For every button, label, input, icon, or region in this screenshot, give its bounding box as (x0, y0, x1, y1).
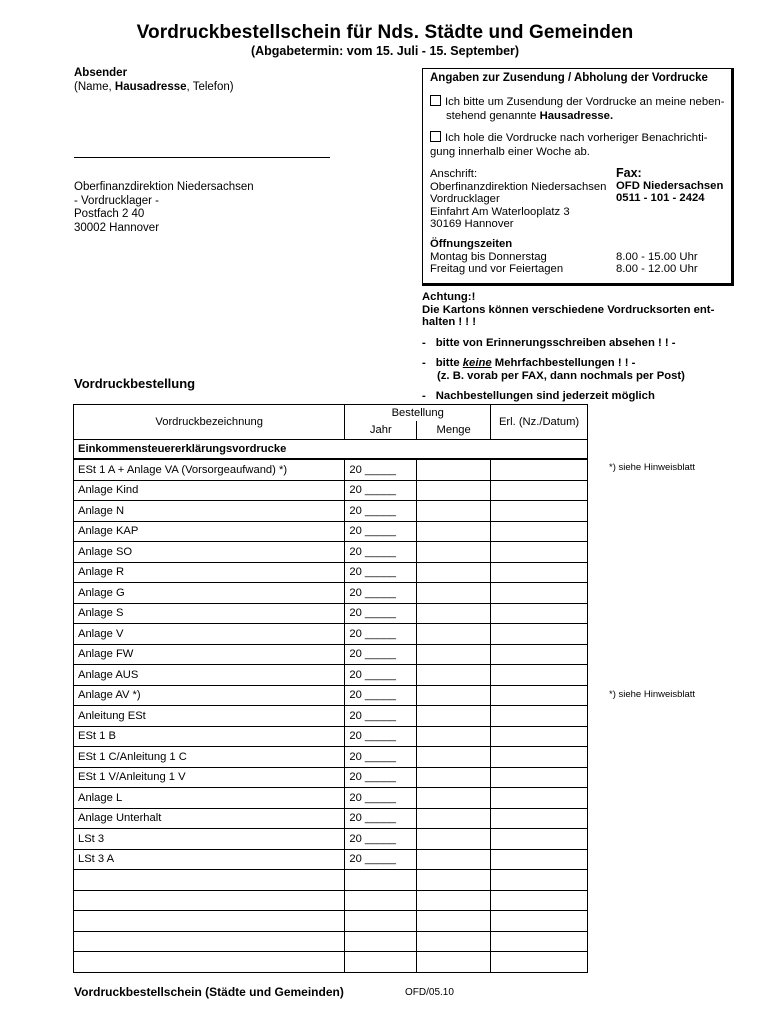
order-section-title: Vordruckbestellung (74, 376, 196, 391)
col-header-order: Bestellung (345, 405, 491, 422)
quantity-cell[interactable] (417, 931, 491, 952)
form-name-cell: Anlage SO (74, 542, 345, 563)
attention-bullet: Mehrfachbestellungen ! ! - (491, 357, 636, 369)
recipient-line: 30002 Hannover (74, 221, 160, 234)
done-cell[interactable] (491, 603, 588, 624)
form-name-cell[interactable] (74, 890, 345, 911)
bullet-dash: - (422, 357, 426, 369)
form-name-cell: Anlage R (74, 562, 345, 583)
sender-label: Absender (74, 67, 128, 79)
attention-bullet: Nachbestellungen sind jederzeit möglich (435, 390, 655, 402)
quantity-cell[interactable] (417, 890, 491, 911)
done-cell[interactable] (491, 665, 588, 686)
table-row (74, 603, 588, 624)
year-cell[interactable]: 20 _____ (345, 726, 417, 747)
year-cell[interactable]: 20 _____ (345, 562, 417, 583)
table-row (74, 685, 588, 706)
year-cell[interactable]: 20 _____ (345, 665, 417, 686)
table-row (74, 562, 588, 583)
quantity-cell[interactable] (417, 788, 491, 809)
year-cell[interactable] (345, 931, 417, 952)
year-cell[interactable]: 20 _____ (345, 603, 417, 624)
footer-title: Vordruckbestellschein (Städte und Gemeinden) (74, 985, 344, 999)
form-name-cell: ESt 1 V/Anleitung 1 V (74, 767, 345, 788)
fax-block (616, 167, 723, 205)
quantity-cell[interactable] (417, 767, 491, 788)
done-cell[interactable] (491, 849, 588, 870)
done-cell[interactable] (491, 459, 588, 480)
table-row (74, 624, 588, 645)
year-cell[interactable] (345, 890, 417, 911)
form-name-cell: LSt 3 (74, 829, 345, 850)
quantity-cell[interactable] (417, 685, 491, 706)
form-name-cell: ESt 1 C/Anleitung 1 C (74, 747, 345, 768)
group-label: Einkommensteuererklärungsvordrucke (74, 440, 588, 460)
quantity-cell[interactable] (417, 665, 491, 686)
empty-row (74, 870, 588, 891)
recipient-address (74, 181, 254, 235)
address-line: Vordrucklager (430, 193, 500, 205)
recipient-line: Oberfinanzdirektion Niedersachsen (74, 181, 254, 193)
done-cell[interactable] (491, 767, 588, 788)
quantity-cell[interactable] (417, 808, 491, 829)
table-row (74, 644, 588, 665)
done-cell[interactable] (491, 562, 588, 583)
table-row (74, 788, 588, 809)
year-cell[interactable]: 20 _____ (345, 501, 417, 522)
done-cell[interactable] (491, 952, 588, 973)
form-name-cell[interactable] (74, 911, 345, 932)
year-cell[interactable] (345, 952, 417, 973)
done-cell[interactable] (491, 706, 588, 727)
option-mail-text: Ich bitte um Zusendung der Vordrucke an meine neben- (445, 96, 725, 108)
order-table (73, 404, 588, 973)
form-name-cell: Anlage AV *) (74, 685, 345, 706)
quantity-cell[interactable] (417, 542, 491, 563)
empty-row (74, 911, 588, 932)
attention-subnote: (z. B. vorab per FAX, dann nochmals per Post) (437, 369, 685, 382)
empty-row (74, 931, 588, 952)
done-cell[interactable] (491, 870, 588, 891)
table-row (74, 726, 588, 747)
sender-block (74, 66, 234, 94)
quantity-cell[interactable] (417, 849, 491, 870)
table-row (74, 767, 588, 788)
address-label: Anschrift: (430, 168, 478, 180)
quantity-cell[interactable] (417, 726, 491, 747)
done-cell[interactable] (491, 685, 588, 706)
form-name-cell: Anlage S (74, 603, 345, 624)
form-name-cell[interactable] (74, 870, 345, 891)
year-cell[interactable]: 20 _____ (345, 521, 417, 542)
year-cell[interactable] (345, 870, 417, 891)
col-header-name: Vordruckbezeichnung (74, 405, 345, 440)
form-name-cell: Anlage Unterhalt (74, 808, 345, 829)
table-row (74, 521, 588, 542)
done-cell[interactable] (491, 931, 588, 952)
attention-bullet: bitte (435, 357, 463, 369)
quantity-cell[interactable] (417, 603, 491, 624)
table-row (74, 542, 588, 563)
option-mail-bold: Hausadresse. (539, 110, 614, 122)
year-cell[interactable]: 20 _____ (345, 542, 417, 563)
quantity-cell[interactable] (417, 480, 491, 501)
done-cell[interactable] (491, 542, 588, 563)
done-cell[interactable] (491, 911, 588, 932)
form-name-cell: ESt 1 A + Anlage VA (Vorsorgeaufwand) *) (74, 459, 345, 480)
address-line: 30169 Hannover (430, 218, 514, 230)
year-cell[interactable]: 20 _____ (345, 706, 417, 727)
done-cell[interactable] (491, 808, 588, 829)
table-row (74, 459, 588, 480)
done-cell[interactable] (491, 624, 588, 645)
table-row (74, 480, 588, 501)
form-name-cell: Anlage Kind (74, 480, 345, 501)
table-row (74, 583, 588, 604)
done-cell[interactable] (491, 788, 588, 809)
recipient-line: - Vordrucklager - (74, 194, 160, 207)
fax-label: Fax: (616, 166, 642, 180)
form-name-cell: Anlage KAP (74, 521, 345, 542)
form-name-cell: Anlage G (74, 583, 345, 604)
form-name-cell: LSt 3 A (74, 849, 345, 870)
year-cell[interactable]: 20 _____ (345, 644, 417, 665)
bullet-dash: - (422, 336, 426, 349)
year-cell[interactable]: 20 _____ (345, 808, 417, 829)
checkbox-pickup[interactable] (430, 131, 441, 142)
done-cell[interactable] (491, 583, 588, 604)
delivery-address (430, 168, 606, 231)
quantity-cell[interactable] (417, 459, 491, 480)
year-cell[interactable]: 20 _____ (345, 685, 417, 706)
form-name-cell: Anleitung ESt (74, 706, 345, 727)
form-code: OFD/05.10 (405, 987, 454, 998)
table-row (74, 501, 588, 522)
year-cell[interactable] (345, 911, 417, 932)
form-name-cell: Anlage V (74, 624, 345, 645)
hours-days: Montag bis Donnerstag (430, 250, 547, 263)
row-footnote: *) siehe Hinweisblatt (609, 462, 696, 473)
option-mail-text2: stehend genannte (446, 110, 540, 122)
option-pickup-text: Ich hole die Vordrucke nach vorheriger Benachrichti- (445, 132, 708, 144)
hours-time: 8.00 - 12.00 Uhr (616, 263, 698, 275)
option-pickup-text2: gung innerhalb einer Woche ab. (430, 146, 590, 158)
attention-text: halten ! ! ! (422, 316, 476, 328)
checkbox-mail[interactable] (430, 95, 441, 106)
done-cell[interactable] (491, 644, 588, 665)
quantity-cell[interactable] (417, 583, 491, 604)
delivery-option-pickup[interactable] (430, 131, 730, 159)
done-cell[interactable] (491, 726, 588, 747)
page-title: Vordruckbestellschein für Nds. Städte und Gemeinden (136, 22, 634, 43)
recipient-line: Postfach 2 40 (74, 208, 145, 220)
done-cell[interactable] (491, 829, 588, 850)
form-name-cell: Anlage FW (74, 644, 345, 665)
fax-number: 0511 - 101 - 2424 (616, 192, 705, 204)
quantity-cell[interactable] (417, 952, 491, 973)
delivery-box-title: Angaben zur Zusendung / Abholung der Vordrucke (430, 72, 708, 84)
quantity-cell[interactable] (417, 747, 491, 768)
table-row (74, 665, 588, 686)
delivery-option-mail[interactable] (430, 95, 730, 123)
attention-notice (422, 291, 742, 403)
table-row (74, 829, 588, 850)
table-row (74, 747, 588, 768)
table-row (74, 706, 588, 727)
done-cell[interactable] (491, 480, 588, 501)
table-row (74, 808, 588, 829)
form-name-cell: Anlage L (74, 788, 345, 809)
opening-hours (430, 238, 720, 276)
sender-hint-suffix: , Telefon) (186, 81, 234, 93)
year-cell[interactable]: 20 _____ (345, 480, 417, 501)
hours-time: 8.00 - 15.00 Uhr (616, 250, 698, 263)
empty-row (74, 952, 588, 973)
year-cell[interactable]: 20 _____ (345, 747, 417, 768)
hours-label: Öffnungszeiten (430, 238, 513, 250)
empty-row (74, 890, 588, 911)
table-row (74, 849, 588, 870)
done-cell[interactable] (491, 521, 588, 542)
address-line: Einfahrt Am Waterlooplatz 3 (430, 205, 570, 218)
year-cell[interactable]: 20 _____ (345, 829, 417, 850)
sender-hint-prefix: (Name, (74, 81, 115, 93)
attention-title: Achtung:! (422, 291, 476, 303)
quantity-cell[interactable] (417, 706, 491, 727)
quantity-cell[interactable] (417, 644, 491, 665)
col-header-qty: Menge (417, 421, 491, 439)
page-subtitle: (Abgabetermin: vom 15. Juli - 15. September) (250, 44, 520, 58)
quantity-cell[interactable] (417, 624, 491, 645)
form-name-cell: ESt 1 B (74, 726, 345, 747)
address-line: Oberfinanzdirektion Niedersachsen (430, 180, 607, 193)
year-cell[interactable]: 20 _____ (345, 583, 417, 604)
quantity-cell[interactable] (417, 521, 491, 542)
year-cell[interactable]: 20 _____ (345, 767, 417, 788)
done-cell[interactable] (491, 501, 588, 522)
attention-bullet: bitte von Erinnerungsschreiben absehen ! ! - (435, 336, 676, 349)
year-cell[interactable]: 20 _____ (345, 459, 417, 480)
quantity-cell[interactable] (417, 501, 491, 522)
sender-signature-line[interactable] (74, 157, 330, 158)
row-footnote: *) siehe Hinweisblatt (609, 688, 696, 700)
done-cell[interactable] (491, 747, 588, 768)
col-header-year: Jahr (345, 421, 417, 439)
sender-hint-bold: Hausadresse (114, 81, 187, 93)
fax-org: OFD Niedersachsen (616, 179, 724, 192)
attention-emph: keine (462, 357, 492, 369)
form-name-cell: Anlage N (74, 501, 345, 522)
year-cell[interactable]: 20 _____ (345, 788, 417, 809)
col-header-done: Erl. (Nz./Datum) (491, 405, 588, 440)
hours-days: Freitag und vor Feiertagen (430, 263, 564, 275)
sender-hint (74, 80, 234, 94)
quantity-cell[interactable] (417, 829, 491, 850)
quantity-cell[interactable] (417, 562, 491, 583)
quantity-cell[interactable] (417, 870, 491, 891)
attention-text: Die Kartons können verschiedene Vordrucksorten ent- (422, 303, 715, 316)
form-name-cell[interactable] (74, 931, 345, 952)
form-name-cell: Anlage AUS (74, 665, 345, 686)
quantity-cell[interactable] (417, 911, 491, 932)
year-cell[interactable]: 20 _____ (345, 849, 417, 870)
year-cell[interactable]: 20 _____ (345, 624, 417, 645)
bullet-dash: - (422, 390, 426, 402)
form-name-cell[interactable] (74, 952, 345, 973)
done-cell[interactable] (491, 890, 588, 911)
